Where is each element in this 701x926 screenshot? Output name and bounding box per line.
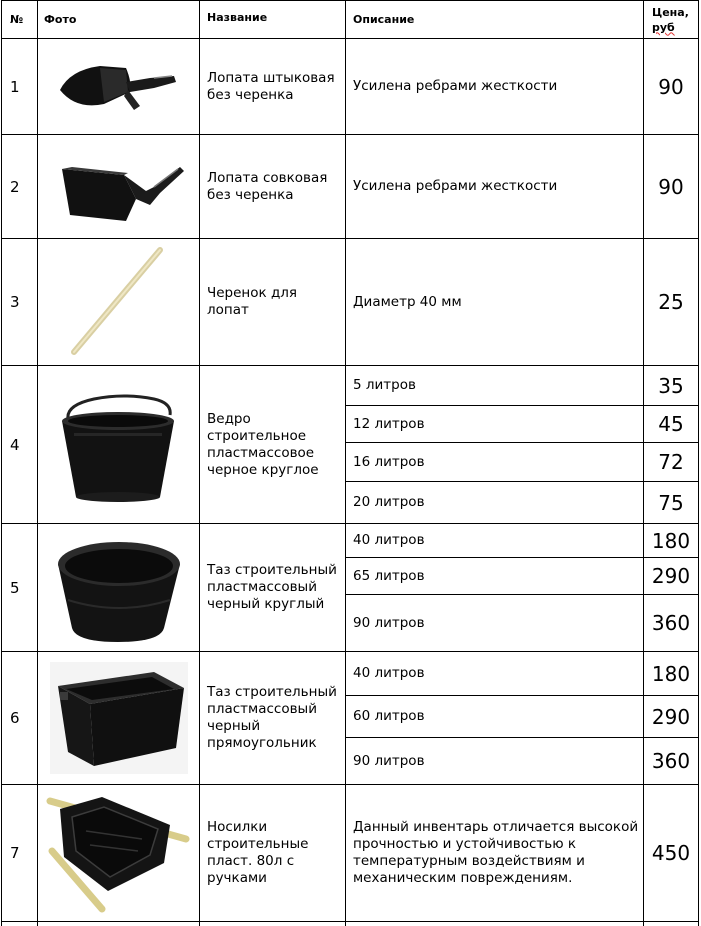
- row-number: [2, 524, 37, 651]
- product-price-value: 90: [658, 74, 684, 99]
- product-price-value: 290: [651, 564, 691, 588]
- product-price: [644, 558, 698, 594]
- product-price-value: 75: [658, 490, 684, 515]
- product-price: [644, 652, 698, 695]
- header-price-label: Цена,: [652, 5, 689, 19]
- product-photo: [38, 524, 199, 651]
- product-description: [346, 39, 643, 134]
- product-price-value: 360: [651, 749, 691, 773]
- header-price: [644, 1, 698, 38]
- product-description: [346, 135, 643, 238]
- product-name: [200, 135, 345, 238]
- product-name: [200, 652, 345, 784]
- product-name-line: Таз строительный: [207, 562, 337, 578]
- product-name-line: Черенок для лопат: [207, 285, 298, 318]
- row-number: [2, 785, 37, 921]
- product-name-line: черный: [207, 718, 261, 734]
- product-description-line: температурным воздействиям и: [353, 853, 585, 869]
- product-description: [346, 595, 643, 651]
- product-price: [644, 443, 698, 481]
- rectangular-tub-icon: [50, 662, 188, 774]
- product-name-line: строительное: [207, 427, 307, 444]
- product-price: [644, 39, 698, 134]
- product-name: [200, 366, 345, 523]
- product-price-value: 450: [651, 841, 691, 865]
- product-description-text: 16 литров: [353, 453, 425, 470]
- product-description-text: 12 литров: [353, 415, 425, 432]
- product-price-value: 35: [658, 373, 684, 398]
- product-description: [346, 443, 643, 481]
- row-number-label: 7: [10, 844, 20, 862]
- product-name: [200, 524, 345, 651]
- product-price-value: 72: [658, 450, 684, 474]
- row-number-label: 3: [10, 293, 20, 311]
- stretcher-icon: [46, 791, 192, 915]
- row-number-label: 4: [10, 435, 20, 454]
- product-name-line: пластмассовый: [207, 701, 317, 717]
- product-price-value: 180: [651, 661, 691, 686]
- product-description: [346, 366, 643, 405]
- product-description-line: прочностью и устойчивостью к: [353, 836, 577, 852]
- product-price: [644, 366, 698, 405]
- product-description-text: Диаметр 40 мм: [353, 293, 462, 310]
- product-name-line: Лопата совковая: [207, 169, 328, 186]
- product-price-value: 180: [651, 528, 691, 553]
- product-description: [346, 482, 643, 523]
- row-number-label: 2: [10, 177, 20, 196]
- product-name-line: Лопата штыковая: [207, 69, 335, 86]
- header-photo-label: Фото: [44, 13, 77, 26]
- header-name: [200, 1, 345, 34]
- product-name-line: пластмассовый: [207, 579, 317, 595]
- product-photo: [38, 239, 199, 365]
- product-name: [200, 39, 345, 134]
- product-name-line: ручками: [207, 870, 267, 886]
- row-number-label: 6: [10, 709, 20, 727]
- scoop-shovel-icon: [54, 147, 184, 227]
- product-photo: [38, 39, 199, 134]
- product-description-text: 90 литров: [353, 752, 425, 769]
- header-num-label: №: [10, 13, 24, 26]
- product-photo: [38, 135, 199, 238]
- product-price: [644, 482, 698, 523]
- round-basin-icon: [54, 530, 184, 646]
- product-description-text: Усилена ребрами жесткости: [353, 78, 558, 94]
- table-border: [698, 0, 699, 926]
- product-price-value: 290: [651, 704, 691, 729]
- product-photo: [38, 366, 199, 523]
- product-name-line: черное круглое: [207, 461, 319, 478]
- product-price: [644, 406, 698, 442]
- row-number: [2, 239, 37, 365]
- row-number: [2, 135, 37, 238]
- product-name-line: Таз строительный: [207, 684, 337, 700]
- product-price-value: 45: [658, 412, 684, 436]
- product-price-value: 360: [651, 611, 691, 635]
- product-description-line: Данный инвентарь отличается высокой: [353, 819, 639, 835]
- product-price-value: 90: [658, 174, 684, 199]
- product-name-line: строительные: [207, 836, 309, 852]
- spade-shovel-icon: [54, 52, 184, 122]
- product-name-line: без черенка: [207, 186, 294, 203]
- product-description-text: 65 литров: [353, 567, 425, 584]
- product-name-line: Носилки: [207, 819, 268, 835]
- product-description: [346, 652, 643, 695]
- shovel-handle-icon: [64, 246, 174, 358]
- product-photo: [38, 652, 199, 784]
- row-number: [2, 652, 37, 784]
- product-price: [644, 135, 698, 238]
- product-description-text: 60 литров: [353, 708, 425, 724]
- row-number: [2, 366, 37, 523]
- product-description: [346, 738, 643, 784]
- header-description-label: Описание: [353, 13, 415, 26]
- product-description-text: 5 литров: [353, 377, 416, 393]
- row-number-label: 1: [10, 77, 20, 96]
- row-number: [2, 39, 37, 134]
- product-price: [644, 239, 698, 365]
- product-name-line: пласт. 80л с: [207, 853, 295, 869]
- product-description: [346, 406, 643, 442]
- row-number-label: 5: [10, 578, 20, 597]
- header-description: [346, 1, 643, 38]
- product-name-line: прямоугольник: [207, 735, 317, 751]
- product-name-line: Ведро: [207, 410, 251, 427]
- product-name: [200, 785, 345, 921]
- product-name: [200, 239, 345, 365]
- product-price-value: 25: [658, 290, 684, 314]
- product-description-line: механическим повреждениям.: [353, 870, 573, 886]
- product-name-line: без черенка: [207, 86, 294, 103]
- product-name-line: черный круглый: [207, 596, 325, 612]
- header-name-label: Название: [207, 11, 268, 24]
- product-description: [346, 785, 643, 921]
- product-description-text: 40 литров: [353, 665, 425, 681]
- product-price: [644, 738, 698, 784]
- product-description-text: 40 литров: [353, 532, 425, 548]
- bucket-icon: [54, 385, 184, 505]
- product-description: [346, 524, 643, 557]
- header-photo: [38, 1, 199, 38]
- product-price: [644, 696, 698, 737]
- product-description: [346, 558, 643, 594]
- header-num: [2, 1, 37, 38]
- product-description-text: 20 литров: [353, 494, 425, 510]
- product-photo: [38, 785, 199, 921]
- product-description: [346, 239, 643, 365]
- product-description-text: Усилена ребрами жесткости: [353, 178, 558, 194]
- product-name-line: пластмассовое: [207, 444, 315, 461]
- product-description: [346, 696, 643, 737]
- product-price: [644, 524, 698, 557]
- product-price: [644, 785, 698, 921]
- table-border: [1, 921, 699, 922]
- header-price-unit: руб: [652, 20, 675, 34]
- product-description-text: 90 литров: [353, 614, 425, 631]
- product-price: [644, 595, 698, 651]
